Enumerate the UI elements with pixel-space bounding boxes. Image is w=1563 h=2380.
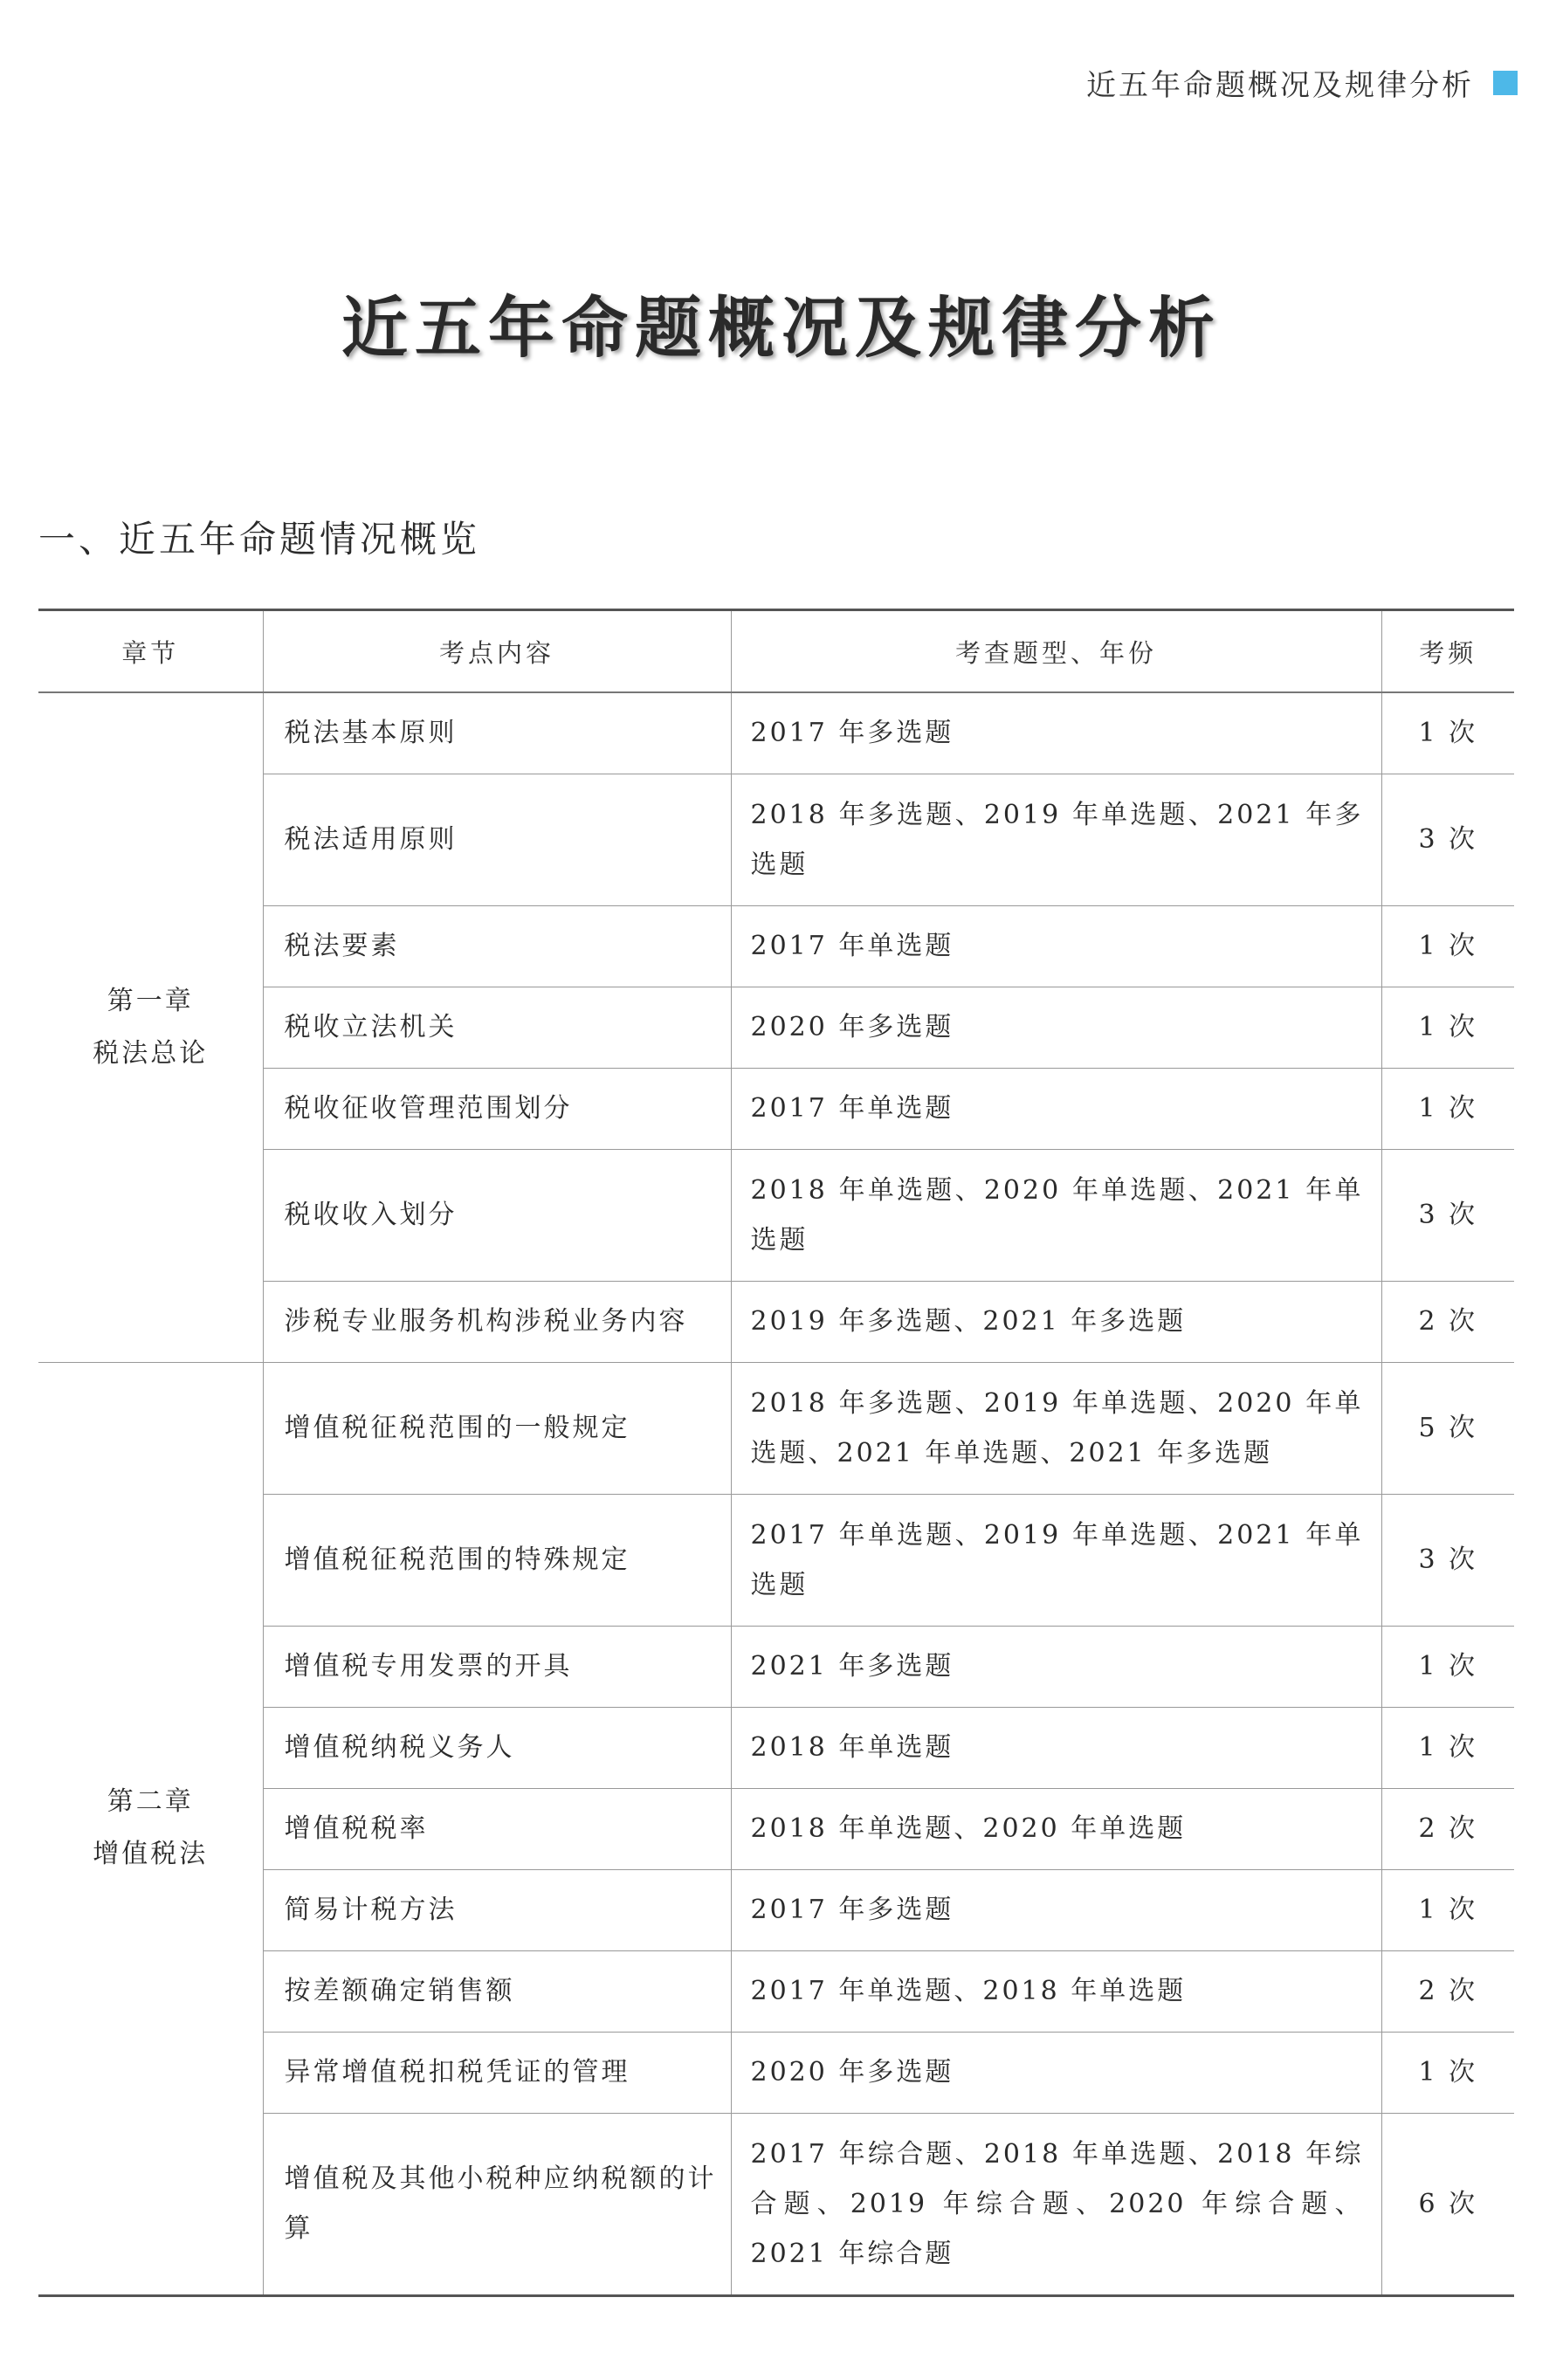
exam-point: 税法适用原则 [263, 774, 731, 905]
header-frequency: 考频 [1381, 610, 1514, 693]
frequency: 1 次 [1381, 2032, 1514, 2113]
exam-point: 增值税征税范围的一般规定 [263, 1362, 731, 1494]
chapter-cell [38, 1362, 263, 2295]
exam-point: 税收收入划分 [263, 1149, 731, 1281]
exam-point: 税法基本原则 [263, 692, 731, 774]
frequency: 1 次 [1381, 1068, 1514, 1149]
section-heading: 一、近五年命题情况概览 [38, 518, 481, 561]
exam-point: 税收征收管理范围划分 [263, 1068, 731, 1149]
header-types: 考查题型、年份 [731, 610, 1381, 693]
header-chapter: 章节 [38, 610, 263, 693]
question-types: 2018 年单选题、2020 年单选题、2021 年单选题 [731, 1149, 1381, 1281]
exam-point: 增值税征税范围的特殊规定 [263, 1494, 731, 1626]
frequency: 5 次 [1381, 1362, 1514, 1494]
question-types: 2020 年多选题 [731, 987, 1381, 1068]
chapter-number: 第二章 [107, 1786, 194, 1817]
frequency: 2 次 [1381, 1950, 1514, 2032]
question-types: 2020 年多选题 [731, 2032, 1381, 2113]
exam-point: 增值税及其他小税种应纳税额的计算 [263, 2113, 731, 2295]
question-types: 2017 年单选题 [731, 1068, 1381, 1149]
chapter-name: 税法总论 [93, 1037, 209, 1069]
question-types: 2017 年单选题、2019 年单选题、2021 年单选题 [731, 1494, 1381, 1626]
header-point: 考点内容 [263, 610, 731, 693]
frequency: 3 次 [1381, 1494, 1514, 1626]
exam-point: 税收立法机关 [263, 987, 731, 1068]
exam-point: 异常增值税扣税凭证的管理 [263, 2032, 731, 2113]
chapter-cell [38, 692, 263, 1362]
frequency: 1 次 [1381, 692, 1514, 774]
question-types: 2019 年多选题、2021 年多选题 [731, 1281, 1381, 1362]
question-types: 2017 年多选题 [731, 1869, 1381, 1950]
table-header-row [38, 610, 1514, 693]
frequency: 1 次 [1381, 987, 1514, 1068]
question-types: 2018 年单选题 [731, 1707, 1381, 1788]
frequency: 3 次 [1381, 1149, 1514, 1281]
question-types: 2018 年多选题、2019 年单选题、2020 年单选题、2021 年单选题、2021 年多选题 [731, 1362, 1381, 1494]
exam-point: 按差额确定销售额 [263, 1950, 731, 2032]
question-types: 2021 年多选题 [731, 1626, 1381, 1707]
chapter-name: 增值税法 [93, 1839, 209, 1869]
frequency: 1 次 [1381, 1707, 1514, 1788]
frequency: 3 次 [1381, 774, 1514, 905]
question-types: 2017 年单选题、2018 年单选题 [731, 1950, 1381, 2032]
frequency: 1 次 [1381, 1626, 1514, 1707]
table-body [38, 692, 1514, 2295]
header-accent-square [1493, 71, 1518, 95]
frequency: 1 次 [1381, 905, 1514, 987]
exam-point: 涉税专业服务机构涉税业务内容 [263, 1281, 731, 1362]
frequency: 2 次 [1381, 1281, 1514, 1362]
question-types: 2017 年多选题 [731, 692, 1381, 774]
question-types: 2018 年单选题、2020 年单选题 [731, 1788, 1381, 1869]
question-types: 2017 年综合题、2018 年单选题、2018 年综合题、2019 年综合题、2020 年综合题、2021 年综合题 [731, 2113, 1381, 2295]
exam-point: 增值税纳税义务人 [263, 1707, 731, 1788]
exam-overview-table [38, 609, 1514, 2297]
exam-point: 增值税税率 [263, 1788, 731, 1869]
exam-point: 简易计税方法 [263, 1869, 731, 1950]
question-types: 2018 年多选题、2019 年单选题、2021 年多选题 [731, 774, 1381, 905]
exam-point: 税法要素 [263, 905, 731, 987]
chapter-number: 第一章 [107, 985, 194, 1016]
running-header [1086, 61, 1518, 104]
question-types: 2017 年单选题 [731, 905, 1381, 987]
table-row [38, 1362, 1514, 1494]
exam-point: 增值税专用发票的开具 [263, 1626, 731, 1707]
frequency: 1 次 [1381, 1869, 1514, 1950]
table-row [38, 692, 1514, 774]
running-header-title: 近五年命题概况及规律分析 [1086, 68, 1474, 103]
frequency: 2 次 [1381, 1788, 1514, 1869]
frequency: 6 次 [1418, 2188, 1478, 2219]
page-title: 近五年命题概况及规律分析 [341, 289, 1222, 367]
